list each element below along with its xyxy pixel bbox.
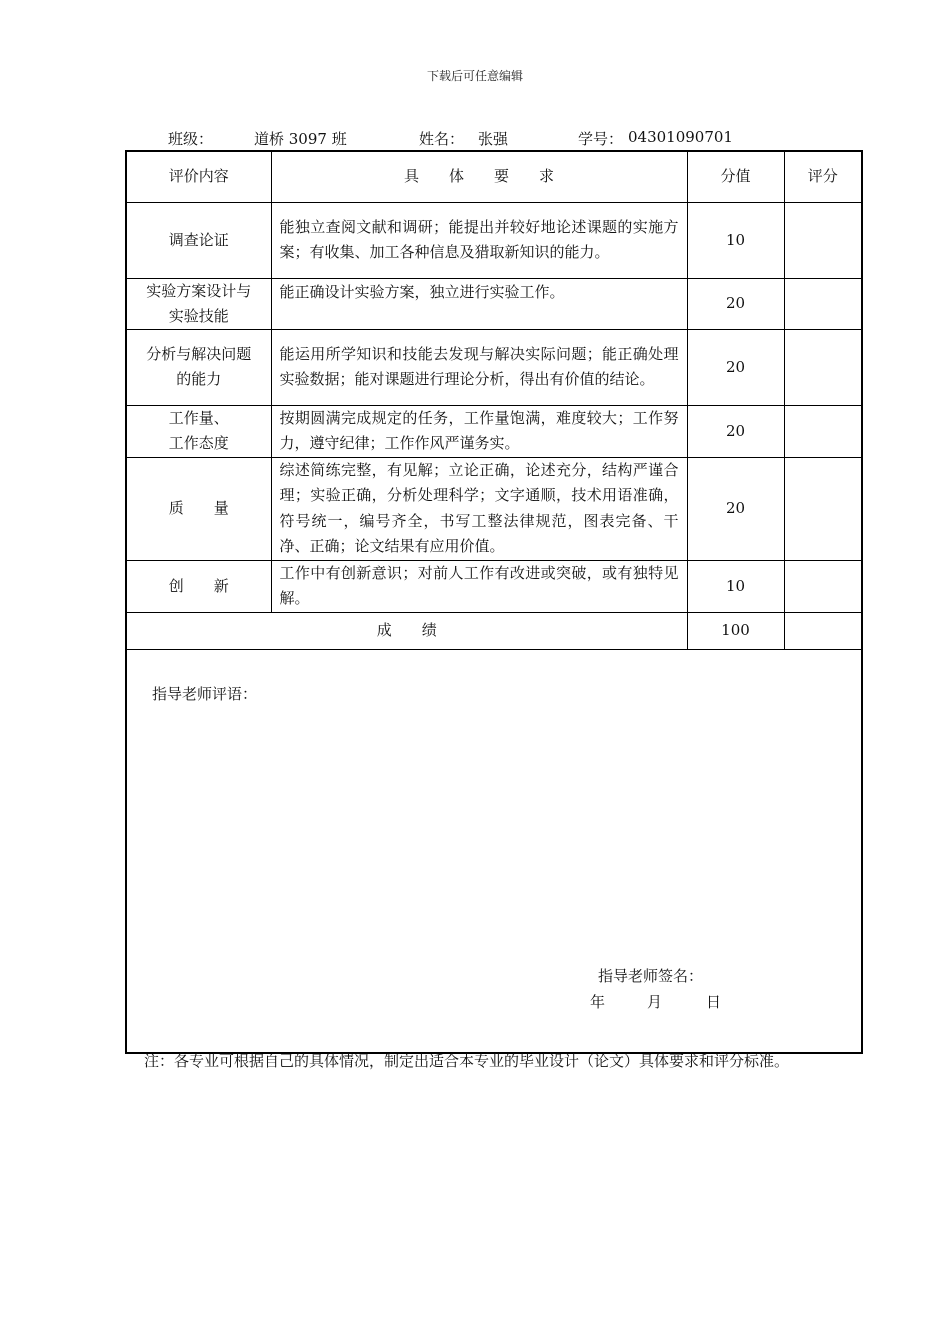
download-note: 下载后可任意编辑	[426, 69, 523, 83]
row-item	[126, 278, 271, 329]
row-points: 10	[687, 202, 784, 278]
row-item-line2: 的能力	[176, 370, 222, 388]
row-item	[126, 560, 271, 612]
row-points: 20	[687, 278, 784, 329]
comment-area[interactable]	[126, 649, 862, 1053]
row-score-cell[interactable]	[784, 278, 862, 329]
header-requirement: 具 体 要 求	[271, 151, 687, 202]
row-requirement: 能正确设计实验方案，独立进行实验工作。	[271, 278, 687, 329]
date-day: 日	[706, 992, 722, 1011]
row-item-line1: 质 量	[168, 499, 229, 517]
row-requirement: 工作中有创新意识；对前人工作有改进或突破，或有独特见解。	[271, 560, 687, 612]
total-points: 100	[687, 612, 784, 649]
row-item	[126, 457, 271, 560]
table-row	[126, 405, 862, 457]
table-header-row	[126, 151, 862, 202]
row-requirement: 综述简练完整，有见解；立论正确，论述充分，结构严谨合理；实验正确，分析处理科学；文字通顺，技术用语准确，符号统一，编号齐全，书写工整法律规范，图表完备、干净、正确；论文结果有应用价值。	[271, 457, 687, 560]
row-points: 10	[687, 560, 784, 612]
row-score-cell[interactable]	[784, 329, 862, 405]
date-year: 年	[590, 992, 606, 1011]
class-value: 道桥 3097 班	[254, 130, 347, 148]
row-score-cell[interactable]	[784, 405, 862, 457]
row-points: 20	[687, 329, 784, 405]
class-label: 班级：	[168, 130, 214, 148]
row-item	[126, 202, 271, 278]
row-item	[126, 329, 271, 405]
table-row	[126, 560, 862, 612]
signature-label: 指导老师签名：	[598, 966, 704, 985]
row-requirement: 能运用所学知识和技能去发现与解决实际问题；能正确处理实验数据；能对课题进行理论分析，得出有价值的结论。	[271, 329, 687, 405]
total-row	[126, 612, 862, 649]
comment-row	[126, 649, 862, 1053]
header-points: 分值	[687, 151, 784, 202]
row-points: 20	[687, 405, 784, 457]
row-requirement: 能独立查阅文献和调研；能提出并较好地论述课题的实施方案；有收集、加工各种信息及猎取新知识的能力。	[271, 202, 687, 278]
row-requirement: 按期圆满完成规定的任务，工作量饱满，难度较大；工作努力，遵守纪律；工作作风严谨务实。	[271, 405, 687, 457]
row-score-cell[interactable]	[784, 202, 862, 278]
date-month: 月	[647, 992, 663, 1011]
row-score-cell[interactable]	[784, 457, 862, 560]
row-item-line2: 工作态度	[168, 434, 229, 452]
total-score-cell[interactable]	[784, 612, 862, 649]
footnote: 注：各专业可根据自己的具体情况，制定出适合本专业的毕业设计（论文）具体要求和评分标准。	[144, 1052, 790, 1070]
header-score: 评分	[784, 151, 862, 202]
row-item-line1: 工作量、	[168, 409, 229, 427]
name-label: 姓名：	[419, 130, 465, 148]
header-item: 评价内容	[126, 151, 271, 202]
table-row	[126, 457, 862, 560]
row-item	[126, 405, 271, 457]
id-value: 04301090701	[628, 128, 733, 146]
row-item-line1: 分析与解决问题	[146, 345, 252, 363]
comment-label: 指导老师评语：	[152, 684, 258, 703]
table-row	[126, 278, 862, 329]
row-item-line1: 创 新	[168, 576, 229, 595]
row-item-line2: 实验技能	[168, 306, 229, 325]
row-item-line1: 调查论证	[168, 230, 229, 249]
row-score-cell[interactable]	[784, 560, 862, 612]
table-row	[126, 202, 862, 278]
row-item-line1: 实验方案设计与	[146, 281, 252, 300]
id-label: 学号：	[578, 130, 624, 148]
table-row	[126, 329, 862, 405]
evaluation-table	[125, 150, 863, 1054]
total-label: 成 绩	[126, 612, 687, 649]
date-line	[590, 991, 721, 1012]
row-points: 20	[687, 457, 784, 560]
name-value: 张强	[478, 130, 509, 148]
